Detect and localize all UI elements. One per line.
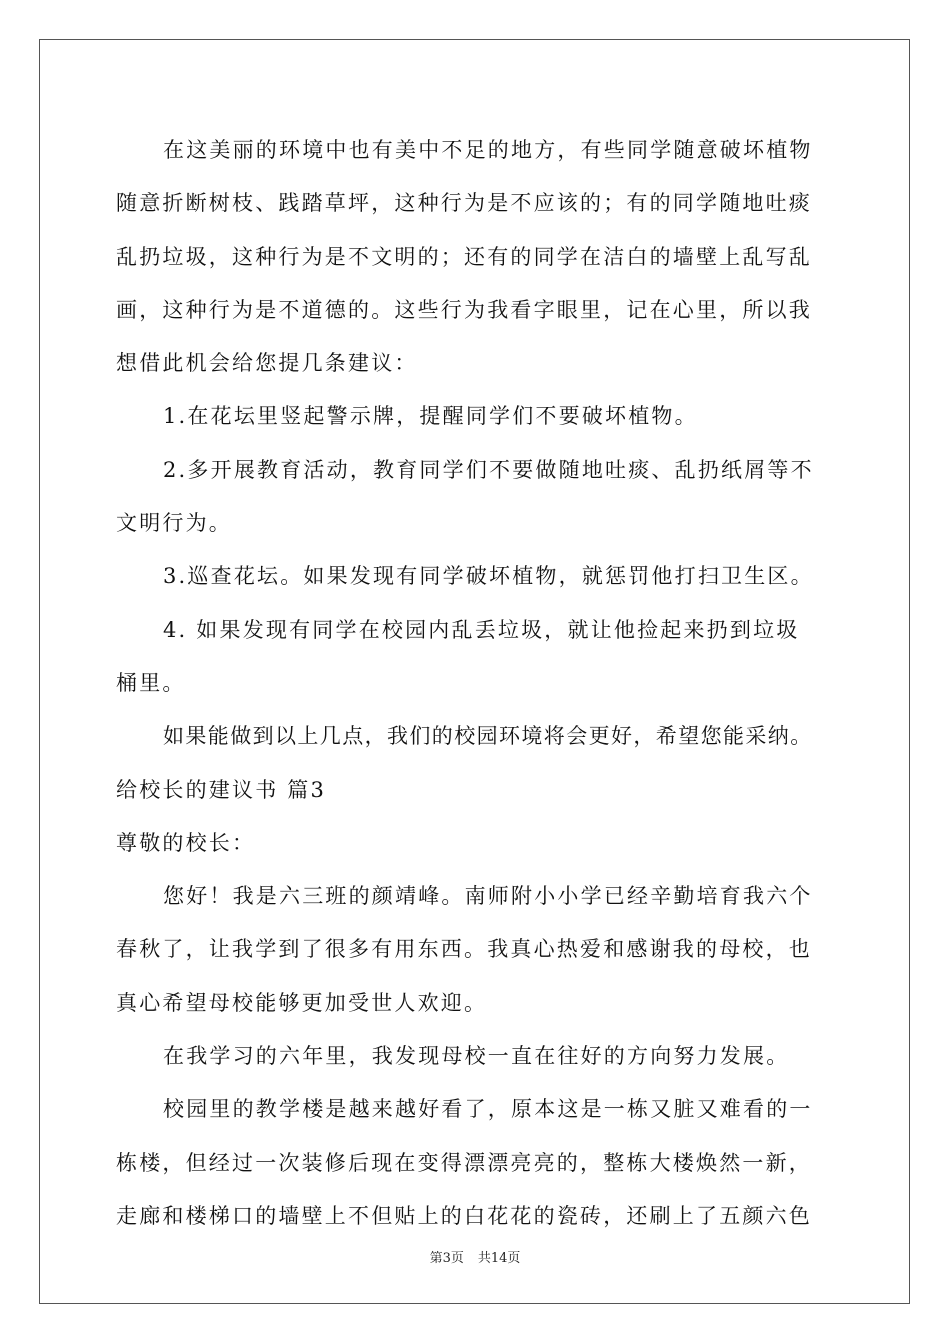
paragraph-line: 如果能做到以上几点，我们的校园环境将会更好，希望您能采纳。: [163, 724, 813, 749]
section-heading: 给校长的建议书 篇3: [116, 777, 327, 802]
paragraph-line: 想借此机会给您提几条建议：: [116, 351, 418, 376]
paragraph-line: 乱扔垃圾，这种行为是不文明的；还有的同学在洁白的墙壁上乱写乱: [116, 244, 812, 269]
paragraph-line: 画，这种行为是不道德的。这些行为我看字眼里，记在心里，所以我: [116, 297, 812, 322]
suggestion-item-2: 2.多开展教育活动，教育同学们不要做随地吐痰、乱扔纸屑等不: [163, 457, 814, 482]
page-total: 共14页: [477, 1251, 521, 1266]
paragraph-line: 校园里的教学楼是越来越好看了，原本这是一栋又脏又难看的一: [163, 1097, 813, 1122]
paragraph-line: 您好！我是六三班的颜靖峰。南师附小小学已经辛勤培育我六个: [163, 884, 813, 909]
suggestion-item-4: 4. 如果发现有同学在校园内乱丢垃圾，就让他捡起来扔到垃圾: [163, 617, 800, 642]
salutation: 尊敬的校长：: [116, 830, 256, 855]
paragraph-line: 走廊和楼梯口的墙壁上不但贴上的白花花的瓷砖，还刷上了五颜六色: [116, 1203, 812, 1228]
suggestion-item-1: 1.在花坛里竖起警示牌，提醒同学们不要破坏植物。: [163, 404, 698, 429]
paragraph-line: 在我学习的六年里，我发现母校一直在往好的方向努力发展。: [163, 1044, 790, 1069]
suggestion-item-3: 3.巡查花坛。如果发现有同学破坏植物，就惩罚他打扫卫生区。: [163, 564, 814, 589]
paragraph-line: 真心希望母校能够更加受世人欢迎。: [116, 990, 488, 1015]
paragraph-line: 在这美丽的环境中也有美中不足的地方，有些同学随意破坏植物: [163, 138, 813, 162]
page-footer: [0, 1247, 950, 1266]
paragraph-line: 春秋了，让我学到了很多有用东西。我真心热爱和感谢我的母校，也: [116, 937, 812, 962]
paragraph-line: 栋楼，但经过一次装修后现在变得漂漂亮亮的，整栋大楼焕然一新，: [116, 1150, 812, 1175]
paragraph-line: 文明行为。: [116, 511, 232, 536]
document-body: [116, 124, 836, 1243]
paragraph-line: 桶里。: [116, 670, 186, 695]
page-number: 第3页: [429, 1251, 464, 1266]
paragraph-line: 随意折断树枝、践踏草坪，这种行为是不应该的；有的同学随地吐痰: [116, 191, 812, 216]
